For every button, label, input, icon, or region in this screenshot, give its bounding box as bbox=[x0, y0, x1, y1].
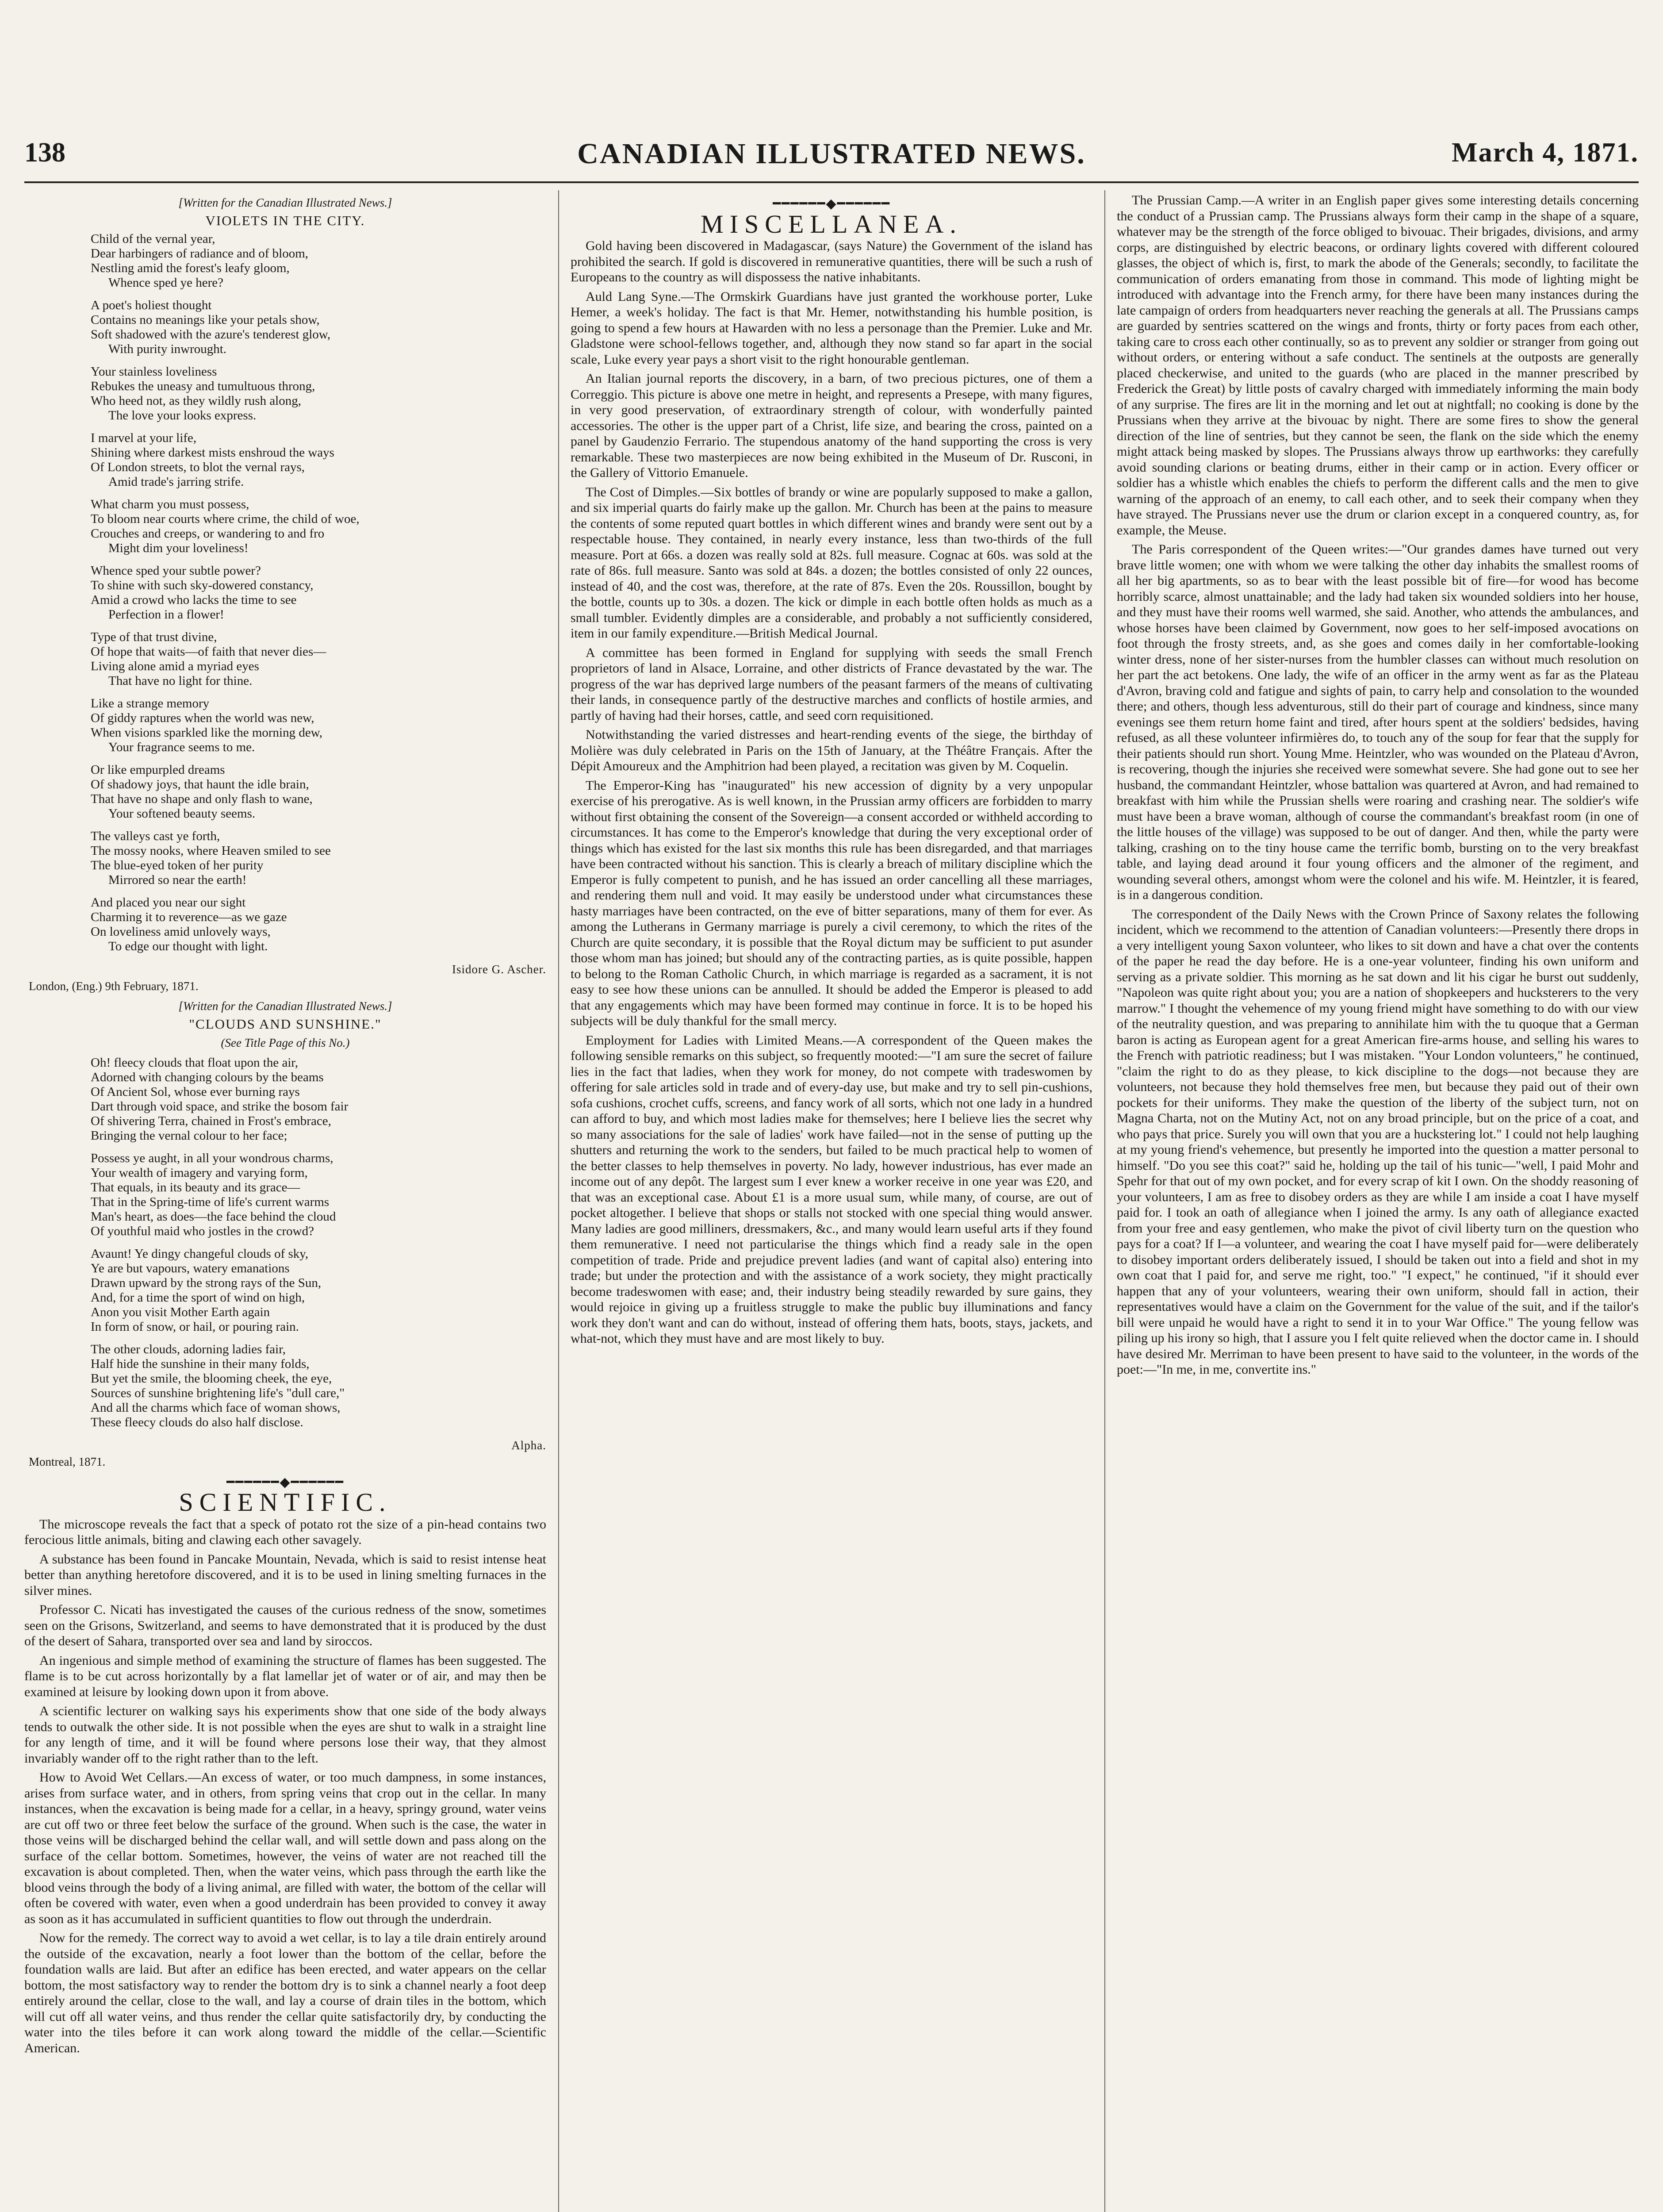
poem-line: That equals, in its beauty and its grace— bbox=[91, 1180, 300, 1194]
column-3 bbox=[1117, 192, 1639, 2212]
article-paragraph: A committee has been formed in England for supplying with seeds the small French proprietors of land in Alsace, Lorraine, and other districts of France devastated by the war. The progress of the war has deprived large numbers of the peasant farmers of the means of cultivating their lands, in consequence partly of the destructive marches and conflicts of hostile armies, and partly of having had their horses, cattle, and seed corn requisitioned. bbox=[571, 645, 1092, 723]
article-paragraph: The Prussian Camp.—A writer in an English paper gives some interesting details concerning the conduct of a Prussian camp. The Prussians always form their camp in the shape of a square, whatever may be the strength of the force obliged to bivouac. Their brigades, divisions, and army corps, are distinguished by electric beacons, or ordinary lights covered with different coloured glasses, the object of which is, first, to mark the abode of the Generals; secondly, to facilitate the communication of orders emanating from those in command. This mode of lighting might be introduced with advantage into the French army, for there have been many instances during the late campaign of orders from headquarters never reaching the generals at all. The Prussians camps are guarded by sentries scattered on the wings and fronts, thirty or forty paces from each other, taking care to cross each other continually, so as to prevent any soldier or stranger from going out without orders, or entering without a safe conduct. The sentinels at the outposts are generally placed checkerwise, and united to the guards (who are placed in the manner prescribed by Frederick the Great) by little posts of cavalry charged with immediately informing the main body of any surprise. The fires are lit in the morning and let out at nightfall; no cooking is done by the Prussians when they arrive at the bivouac by night. There are some fires to show the general direction of the line of sentries, but they cannot be seen, the flank on the side which the enemy might attack being masked by slopes. The Prussians always throw up earthworks: they carefully avoid sounding clarions or beating drums, either in their camp or in action. Every officer or soldier has a whistle which enables the chiefs to perform the different calls and the men to give warning of the approach of an enemy, to call each other, and to seek their company when they have strayed. The Prussians never use the drum or clarion except in a conquered country, as, for example, the Meuse. bbox=[1117, 193, 1639, 538]
poem-line: And placed you near our sight bbox=[91, 895, 246, 910]
poem-line: Bringing the vernal colour to her face; bbox=[91, 1128, 287, 1143]
article-paragraph: Gold having been discovered in Madagascar, (says Nature) the Government of the island has prohibited the search. If gold is discovered in remunerative quantities, there will be such a rush of Europeans to the country as will dispossess the native inhabitants. bbox=[571, 238, 1092, 284]
poem-line: Of Ancient Sol, whose ever burning rays bbox=[91, 1084, 300, 1099]
poem-line: Of shadowy joys, that haunt the idle brain, bbox=[91, 777, 309, 791]
poem-line: I marvel at your life, bbox=[91, 431, 197, 445]
poem-line: Sources of sunshine brightening life's "dull care," bbox=[91, 1386, 345, 1400]
poem-line: Whence sped ye here? bbox=[108, 276, 224, 290]
poem-line: That have no light for thine. bbox=[108, 674, 253, 688]
poem-line: Possess ye aught, in all your wondrous charms, bbox=[91, 1151, 333, 1165]
poem-line: What charm you must possess, bbox=[91, 497, 249, 511]
poem-line: Of hope that waits—of faith that never dies— bbox=[91, 645, 326, 659]
article-paragraph: A substance has been found in Pancake Mountain, Nevada, which is said to resist intense heat better than anything heretofore discovered, and it is to be used in lining smelting furnaces in the silver mines. bbox=[24, 1551, 546, 1598]
poem-stanza bbox=[24, 895, 546, 954]
poem-line: Soft shadowed with the azure's tenderest glow, bbox=[91, 327, 331, 342]
poem-line: Your fragrance seems to me. bbox=[108, 740, 255, 754]
poem-line: Of giddy raptures when the world was new, bbox=[91, 711, 314, 725]
poem-line: Drawn upward by the strong rays of the Sun, bbox=[91, 1275, 322, 1290]
poem-line: Nestling amid the forest's leafy gloom, bbox=[91, 261, 290, 275]
poem-stanza bbox=[24, 763, 546, 821]
header-rule bbox=[24, 181, 1639, 183]
poem-line: But yet the smile, the blooming cheek, the eye, bbox=[91, 1371, 332, 1386]
article-body bbox=[24, 1517, 546, 2056]
article-paragraph: An Italian journal reports the discovery, in a barn, of two precious pictures, one of them a Correggio. This picture is above one metre in height, and represents a Presepe, with many figures, in very good preservation, of extraordinary strength of colour, with wonderfully painted accessories. The other is the upper part of a Christ, life size, and bearing the cross, painted on a panel by Gaudenzio Ferrario. The stupendous anatomy of the hand supporting the cross is very remarkable. These two masterpieces are now being exhibited in the Museum of Dr. Rusconi, in the Gallery of Vittorio Emanuele. bbox=[571, 371, 1092, 480]
poem-stanza bbox=[24, 1056, 546, 1143]
poem-line: Amid trade's jarring strife. bbox=[108, 475, 244, 489]
masthead-title: CANADIAN ILLUSTRATED NEWS. bbox=[577, 138, 1086, 170]
poem-line: Dear harbingers of radiance and of bloom, bbox=[91, 246, 308, 261]
poem-line: The love your looks express. bbox=[108, 408, 257, 422]
article-paragraph: An ingenious and simple method of examining the structure of flames has been suggested. The flame is to be cut across horizontally by a flat lamellar jet of water or of air, and may then be examined at leisure by looking down upon it from above. bbox=[24, 1653, 546, 1699]
poem-line: That have no shape and only flash to wane, bbox=[91, 792, 313, 806]
poem-title: VIOLETS IN THE CITY. bbox=[205, 212, 365, 228]
poem-note: (See Title Page of this No.) bbox=[221, 1036, 350, 1049]
poem-line: To shine with such sky-dowered constancy, bbox=[91, 578, 314, 592]
poem-line: A poet's holiest thought bbox=[91, 298, 212, 312]
poem-line: Of youthful maid who jostles in the crowd? bbox=[91, 1224, 314, 1238]
section-heading: SCIENTIFIC. bbox=[179, 1488, 392, 1517]
poem-stanza bbox=[24, 630, 546, 688]
poem-credit: [Written for the Canadian Illustrated News.] bbox=[178, 196, 392, 209]
poem-line: And, for a time the sport of wind on high, bbox=[91, 1290, 305, 1305]
poem-line: On loveliness amid unlovely ways, bbox=[91, 925, 271, 939]
article-paragraph: The correspondent of the Daily News with the Crown Prince of Saxony relates the following incident, which we recommend to the attention of Canadian volunteers:—Presently there drops in a very intelligent young Saxon volunteer, who likes to sit down and have a chat over the contents of the paper he read the day before. He is a one-year volunteer, finding his own uniform and serving as a private soldier. This morning as he sat down and lit his cigar he burst out suddenly, "Napoleon was quite right about you; you are a nation of shopkeepers and hucksterers to the very marrow." I thought the vehemence of my young friend might have something to do with our view of the neutrality question, and was preparing to annihilate him with the tu quoque that a German baron is acting as European agent for a great American fire-arms house, and selling his wares to the French with patriotic readiness; but I was mistaken. "Your London volunteers," he continued, "claim the right to do as they please, to kick discipline to the dogs—not because they are volunteers, not because they hold themselves free men, but because they paid out of their own pockets for their uniforms. They make the question of the liberty of the subject turn, not on Magna Charta, not on the Mutiny Act, not on any broad principle, but on the price of a coat, and who pays that price. Surely you will own that you are a huckstering lot." I could not help laughing at my young friend's vehemence, but presently he imported into the question a matter personal to himself. "Do you see this coat?" said he, holding up the tail of his tunic—"well, I paid Mohr and Spehr for that out of my own pocket, and for every scrap of kit I own. On the shoddy reasoning of your volunteers, I am as free to disobey orders as they are while I am inside a coat I have myself paid for. I took an oath of allegiance when I joined the army. Is any oath of allegiance exacted from your free and easy gentlemen, who make the pivot of civil liberty turn on the question who pays for a coat? If I—a volunteer, and wearing the coat I have myself paid for—were deliberately to disobey important orders deliberately issued, I should be taken out into a field and shot in my own coat that I paid for, and serve me right, too." "I expect," he continued, "if it should ever happen that any of your volunteers, wearing their own uniform, should fall in action, their representatives would have a claim on the Government for the value of the suit, and if the tailor's bill were unpaid he would have a right to send it in to your War Office." The young fellow was piling up his irony so high, that I assure you I felt quite relieved when the doctor came in. I should have desired Mr. Merriman to have been present to have said to the volunteer, in the words of the poet:—"In me, in me, convertite ins." bbox=[1117, 906, 1639, 1377]
poem-line: Type of that trust divine, bbox=[91, 630, 217, 644]
column-2 bbox=[571, 192, 1092, 2212]
article-paragraph: The Emperor-King has "inaugurated" his new accession of dignity by a very unpopular exercise of his prerogative. As is well known, in the Prussian army officers are forbidden to marry without first obtaining the consent of the Sovereign—a consent accorded or withheld according to circumstances. It has come to the Emperor's knowledge that during the very exceptional order of things which has existed for the last six months this rule has been disregarded, and that marriages have been contracted without his sanction. This is clearly a breach of military discipline which the Emperor is fully competent to punish, and he has issued an order cancelling all these marriages, and rendering them null and void. It may easily be understood under what circumstances these hasty marriages have been contracted, on the eve of bitter separations, many of them for ever. As among the Lutherans in Germany marriage is purely a civil ceremony, to which the rites of the Church are quite secondary, it is possible that the Royal dictum may be sufficient to put asunder those whom man has joined; but should any of the contracting parties, as is quite possible, happen to belong to the Roman Catholic Church, in which marriage is regarded as a sacrament, it is not easy to see how these unions can be annulled. It should be added the Emperor is pleased to add that any engagements which may have been formed may continue in force. It is to be hoped his subjects will be duly thankful for the small mercy. bbox=[571, 778, 1092, 1028]
poem-body bbox=[24, 1056, 546, 1430]
poem-stanza bbox=[24, 696, 546, 755]
article-paragraph: How to Avoid Wet Cellars.—An excess of water, or too much dampness, in some instances, arises from surface water, and in others, from spring veins that crop out in the cellar. In many instances, when the excavation is being made for a cellar, in a heavy, springy ground, water veins are cut off two or three feet below the surface of the ground. When such is the case, the water in those veins will be discharged behind the cellar wall, and will settle down and pass along on the surface of the cellar bottom. Sometimes, however, the veins of water are not reached till the excavation is about completed. Then, when the water veins, which pass through the earth like the blood veins through the body of a living animal, are filled with water, the bottom of the cellar will often be covered with water, even when a good underdrain has been provided to convey it away as soon as it has accumulated in sufficient quantities to flow out through the underdrain. bbox=[24, 1770, 546, 1926]
poem-stanza bbox=[24, 431, 546, 489]
poem-line: Whence sped your subtle power? bbox=[91, 564, 261, 578]
poem-stanza bbox=[24, 365, 546, 423]
poem-line: Of shivering Terra, chained in Frost's embrace, bbox=[91, 1114, 331, 1128]
poem-title: "CLOUDS AND SUNSHINE." bbox=[189, 1016, 382, 1032]
poem-line: Dart through void space, and strike the bosom fair bbox=[91, 1099, 349, 1114]
poem-line: The mossy nooks, where Heaven smiled to see bbox=[91, 844, 331, 858]
article-body bbox=[571, 238, 1092, 1347]
poem-stanza bbox=[24, 1151, 546, 1239]
poem-line: Anon you visit Mother Earth again bbox=[91, 1305, 270, 1319]
article-paragraph: Auld Lang Syne.—The Ormskirk Guardians have just granted the workhouse porter, Luke Hemer, a week's holiday. The fact is that Mr. Hemer, notwithstanding his humble position, is going to spend a few hours at Hawarden with no less a personage than the Premier. Luke and Mr. Gladstone were school-fellows together, and, although they now stand so far apart in the social scale, Luke every year pays a short visit to the right honourable gentleman. bbox=[571, 289, 1092, 367]
article-paragraph: Employment for Ladies with Limited Means.—A correspondent of the Queen makes the following sensible remarks on this subject, so frequently mooted:—"I am sure the secret of failure lies in the fact that ladies, when they work for money, do not compete with tradeswomen by offering for sale articles sold in trade and of every-day use, but make and try to sell pin-cushions, sofa cushions, crochet cuffs, screens, and fancy work of all sorts, which not one lady in a hundred can afford to buy, and which most ladies make for themselves; here I believe lies the secret why so many associations for the sale of ladies' work have failed—not in the sense of putting up the shutters and returning the work to the senders, but failed to be much practical help to women of the better classes to help themselves in poverty. No lady, however industrious, has ever made an income out of any depôt. The largest sum I ever knew a worker receive in one year was £20, and that was an exceptional case. About £1 is a more usual sum, while many, of course, are out of pocket altogether. I believe that shops or stalls not stocked with one special thing would answer. Many ladies are good milliners, dressmakers, &c., and many would learn useful arts if they found them remunerative. I need not particularise the things which find a ready sale in the open competition of trade. Pride and prejudice prevent ladies (and want of capital also) entering into trade; but under the protection and with the assistance of a work society, they might practically become tradeswomen with ease; and, their industry being steadily rewarded by sure gains, they would rejoice in giving up a fruitless struggle to make the public buy illuminations and fancy work they don't want and can do without, instead of offering them hats, boots, stays, jackets, and what-not, which they must have and are most likely to buy. bbox=[571, 1033, 1092, 1346]
poem-signature: Isidore G. Ascher. bbox=[452, 963, 546, 976]
poem-line: Your stainless loveliness bbox=[91, 365, 217, 379]
poem-line: Avaunt! Ye dingy changeful clouds of sky, bbox=[91, 1246, 309, 1261]
page-number: 138 bbox=[24, 138, 65, 168]
poem-credit: [Written for the Canadian Illustrated News.] bbox=[178, 999, 392, 1013]
poem-line: Shining where darkest mists enshroud the ways bbox=[91, 445, 334, 460]
poem-stanza bbox=[24, 564, 546, 622]
poem-line: Oh! fleecy clouds that float upon the air, bbox=[91, 1055, 299, 1070]
article-paragraph: The Paris correspondent of the Queen writes:—"Our grandes dames have turned out very brave little women; one with whom we were talking the other day inhabits the smallest rooms of all her big apartments, so as to bear with the least possible bit of fire—for wood has become horribly scarce, almost unattainable; and the lady had taken six wounded soldiers into her house, and they must have their rooms well warmed, she said. Another, who attends the ambulances, and whose horses have been claimed by Government, now goes to her self-imposed avocations on foot through the frosty streets, and, as she goes and comes daily in her comfortable-looking winter dress, none of her sister-nurses from the humbler classes can without much resolution on her part the act betokens. One lady, the wife of an officer in the army went as far as the Plateau d'Avron, braving cold and fatigue and sights of pain, to carry help and consolation to the wounded there; and others, though less adventurous, still do their part of courage and kindness, since many evenings see them return home faint and tired, after hours spent at the soldiers' bedsides, having refused, as all these volunteer infirmières do, to touch any of the soup for fear that the supply for their patients should run short. Young Mme. Heintzler, who was wounded on the Plateau d'Avron, is recovering, though the injuries she received were somewhat severe. She had gone out to see her husband, the commandant Heintzler, whose battalion was quartered at Avron, and had remained to breakfast with him while the Prussian shells were roaring and crashing near. The soldier's wife must have been a brave woman, although of course the commandant's breakfast room (in one of the little houses of the village) was supposed to be out of danger. And then, while the party were talking, crashing on to the tiny house came the terrific bomb, bursting on to the very breakfast table, and laying dead around it four young officers and the almoner of the regiment, and wounding several others, amongst whom were the colonel and his wife. M. Heintzler, it is feared, is in a dangerous condition. bbox=[1117, 542, 1639, 902]
poem-line: Amid a crowd who lacks the time to see bbox=[91, 593, 297, 607]
poem-line: Adorned with changing colours by the beams bbox=[91, 1070, 324, 1084]
column-rule bbox=[558, 190, 559, 2212]
poem-stanza bbox=[24, 298, 546, 357]
article-paragraph: A scientific lecturer on walking says his experiments show that one side of the body always tends to outwalk the other side. It is not possible when the eyes are shut to walk in a straight line for any length of time, and it will be found where persons lose their way, that they almost invariably wander off to the right rather than to the left. bbox=[24, 1704, 546, 1766]
poem-line: Or like empurpled dreams bbox=[91, 763, 225, 777]
poem-line: Your wealth of imagery and varying form, bbox=[91, 1165, 308, 1180]
poem-line: When visions sparkled like the morning dew, bbox=[91, 726, 323, 740]
poem-stanza bbox=[24, 1342, 546, 1430]
poem-stanza bbox=[24, 497, 546, 556]
poem-line: With purity inwrought. bbox=[108, 342, 227, 356]
poem-line: Charming it to reverence—as we gaze bbox=[91, 910, 287, 924]
poem-line: Like a strange memory bbox=[91, 696, 210, 710]
section-heading: MISCELLANEA. bbox=[701, 209, 962, 238]
poem-stanza bbox=[24, 829, 546, 887]
article-paragraph: The Cost of Dimples.—Six bottles of brandy or wine are popularly supposed to make a gallon, and six imperial quarts do fairly make up the gallon. Mr. Church has been at the pains to measure the contents of some reputed quart bottles in which different wines and brandy were sent out by a respectable house. They contained, in nearly every instance, less than two-thirds of the full measure. Port at 66s. a dozen was really sold at 82s. full measure. Cognac at 60s. was sold at the rate of 86s. full measure. Santo was sold at 84s. a dozen; the bottles consisted of only 22 ounces, instead of 40, and the cost was, therefore, at the rate of 87s. Even the 20s. Roussillon, bought by the bottle, counts up to 30s. a dozen. The kick or dimple in each bottle often holds as much as a small tumbler. Evidently dimples are a considerable, and probably a not sufficiently considered, item in our family expenditure.—British Medical Journal. bbox=[571, 484, 1092, 641]
poem-line: In form of snow, or hail, or pouring rain. bbox=[91, 1319, 299, 1334]
poem-line: Mirrored so near the earth! bbox=[108, 873, 247, 887]
poem-line: Living alone amid a myriad eyes bbox=[91, 659, 259, 673]
poem-line: Might dim your loveliness! bbox=[108, 541, 249, 555]
article-paragraph: Now for the remedy. The correct way to avoid a wet cellar, is to lay a tile drain entirely around the outside of the excavation, nearly a foot lower than the bottom of the cellar, before the foundation walls are laid. But after an edifice has been erected, and water appears on the cellar bottom, the most satisfactory way to render the bottom dry is to sink a channel nearly a foot deep entirely around the cellar, close to the wall, and lay a course of drain tiles in the bottom, which will cut off all water veins, and thus render the cellar quite satisfactorily dry, by conducting the water into the tiles before it can work along toward the middle of the cellar.—Scientific American. bbox=[24, 1931, 546, 2055]
poem-line: Rebukes the uneasy and tumultuous throng, bbox=[91, 379, 315, 393]
poem-dateline: Montreal, 1871. bbox=[29, 1455, 106, 1468]
poem-line: Of London streets, to blot the vernal rays, bbox=[91, 460, 305, 474]
poem-line: The blue-eyed token of her purity bbox=[91, 858, 264, 872]
article-paragraph: Notwithstanding the varied distresses and heart-rending events of the siege, the birthday of Molière was duly celebrated in Paris on the 15th of January, at the Théâtre Français. After the Dépit Amoureux and the Amphitrion had been played, a recitation was given by M. Coquelin. bbox=[571, 727, 1092, 773]
poem-line: The valleys cast ye forth, bbox=[91, 829, 220, 843]
poem-signature: Alpha. bbox=[511, 1438, 546, 1452]
poem-line: To edge our thought with light. bbox=[108, 939, 268, 953]
article-paragraph: Professor C. Nicati has investigated the causes of the curious redness of the snow, sometimes seen on the Grisons, Switzerland, and seems to have demonstrated that it is produced by the dust of the desert of Sahara, transported over sea and land by siroccos. bbox=[24, 1602, 546, 1648]
column-1 bbox=[24, 192, 546, 2212]
article-body bbox=[1117, 192, 1639, 1378]
poem-line: That in the Spring-time of life's current warms bbox=[91, 1194, 330, 1209]
ornamental-divider: ━━━━━━◆━━━━━━ bbox=[773, 196, 890, 211]
poem-line: Who heed not, as they wildly rush along, bbox=[91, 394, 301, 408]
poem-line: Half hide the sunshine in their many folds, bbox=[91, 1356, 310, 1371]
poem-line: Your softened beauty seems. bbox=[108, 806, 256, 821]
poem-line: Man's heart, as does—the face behind the cloud bbox=[91, 1209, 336, 1224]
poem-stanza bbox=[24, 232, 546, 290]
ornamental-divider: ━━━━━━◆━━━━━━ bbox=[226, 1475, 344, 1490]
page-header bbox=[24, 137, 1639, 177]
poem-line: And all the charms which face of woman shows, bbox=[91, 1400, 341, 1415]
column-rule bbox=[1104, 190, 1105, 2212]
poem-line: To bloom near courts where crime, the child of woe, bbox=[91, 512, 360, 526]
poem-line: Contains no meanings like your petals show, bbox=[91, 313, 320, 327]
poem-stanza bbox=[24, 1247, 546, 1334]
poem-line: Perfection in a flower! bbox=[108, 607, 224, 622]
article-paragraph: The microscope reveals the fact that a speck of potato rot the size of a pin-head contains two ferocious little animals, biting and clawing each other savagely. bbox=[24, 1517, 546, 1547]
issue-date: March 4, 1871. bbox=[1452, 138, 1639, 168]
poem-dateline: London, (Eng.) 9th February, 1871. bbox=[29, 979, 199, 993]
poem-line: Ye are but vapours, watery emanations bbox=[91, 1261, 290, 1275]
poem-line: These fleecy clouds do also half disclose. bbox=[91, 1415, 303, 1429]
poem-body bbox=[24, 232, 546, 954]
poem-line: Crouches and creeps, or wandering to and fro bbox=[91, 526, 325, 541]
poem-line: Child of the vernal year, bbox=[91, 232, 215, 246]
poem-line: The other clouds, adorning ladies fair, bbox=[91, 1342, 286, 1356]
